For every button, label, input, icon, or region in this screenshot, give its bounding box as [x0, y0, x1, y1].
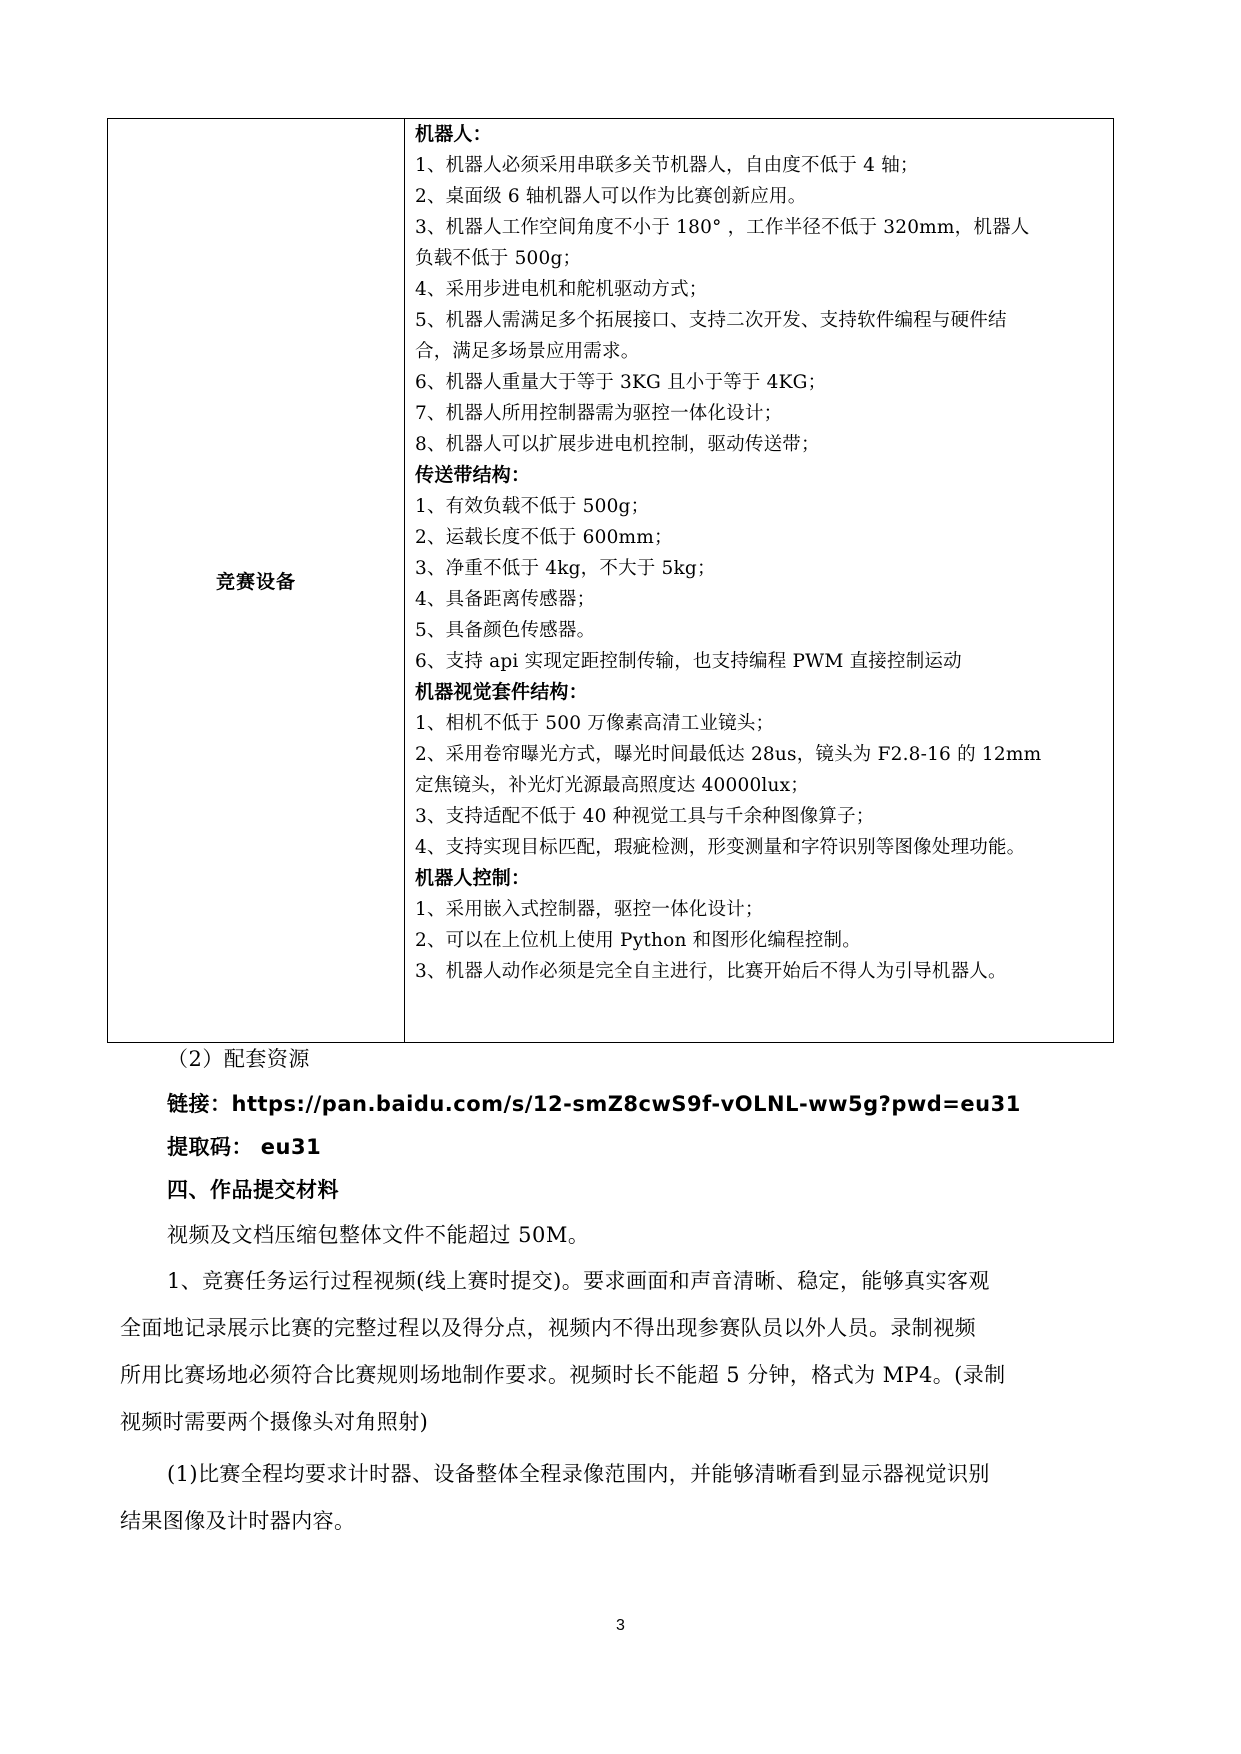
paragraph-line: 结果图像及计时器内容。: [120, 1509, 356, 1533]
section-heading: 机器人：: [415, 123, 492, 145]
spec-line: 6、机器人重量大于等于 3KG 且小于等于 4KG；: [415, 372, 827, 393]
paragraph-line: 视频时需要两个摄像头对角照射): [120, 1410, 429, 1434]
spec-line: 5、具备颜色传感器。: [415, 620, 596, 641]
equipment-table: [107, 118, 1114, 1043]
resources-title: （2）配套资源: [167, 1047, 310, 1071]
spec-line: 合，满足多场景应用需求。: [415, 341, 640, 362]
paragraph-line: 所用比赛场地必须符合比赛规则场地制作要求。视频时长不能超 5 分钟，格式为 MP4。(录制: [120, 1363, 1006, 1387]
section-heading: 传送带结构：: [415, 464, 531, 486]
spec-line: 定焦镜头，补光灯光源最高照度达 40000lux；: [415, 775, 809, 796]
spec-line: 1、机器人必须采用串联多关节机器人，自由度不低于 4 轴；: [415, 155, 919, 176]
label-cell: [108, 119, 405, 1043]
spec-line: 3、支持适配不低于 40 种视觉工具与千余种图像算子；: [415, 806, 875, 827]
paragraph-recording-scope: [120, 1451, 1126, 1545]
content-cell: [405, 119, 1114, 1043]
spec-line: 1、相机不低于 500 万像素高清工业镜头；: [415, 713, 775, 734]
spec-line: 5、机器人需满足多个拓展接口、支持二次开发、支持软件编程与硬件结: [415, 310, 1007, 331]
resource-link[interactable]: 链接：https://pan.baidu.com/s/12-smZ8cwS9f-vOLNL-ww5g?pwd=eu31: [167, 1092, 1021, 1116]
spec-line: 6、支持 api 实现定距控制传输，也支持编程 PWM 直接控制运动: [415, 651, 962, 672]
spec-line: 3、净重不低于 4kg，不大于 5kg；: [415, 558, 716, 579]
section-conveyor: [415, 460, 1103, 677]
paragraph-line: 1、竞赛任务运行过程视频(线上赛时提交)。要求画面和声音清晰、稳定，能够真实客观: [167, 1269, 990, 1293]
spec-line: 1、采用嵌入式控制器，驱控一体化设计；: [415, 899, 764, 920]
spec-line: 7、机器人所用控制器需为驱控一体化设计；: [415, 403, 783, 424]
section-heading: 四、作品提交材料: [167, 1178, 339, 1202]
spec-line: 2、采用卷帘曝光方式，曝光时间最低达 28us，镜头为 F2.8-16 的 12mm: [415, 744, 1042, 765]
paragraph-line: (1)比赛全程均要求计时器、设备整体全程录像范围内，并能够清晰看到显示器视觉识别: [167, 1462, 990, 1486]
spec-line: 4、支持实现目标匹配，瑕疵检测，形变测量和字符识别等图像处理功能。: [415, 837, 1026, 858]
spec-line: 2、运载长度不低于 600mm；: [415, 527, 673, 548]
spec-line: 4、具备距离传感器；: [415, 589, 596, 610]
paragraph-video-requirements: [120, 1258, 1126, 1446]
spec-line: 负载不低于 500g；: [415, 248, 582, 269]
section-vision-kit: [415, 677, 1103, 863]
spec-line: 8、机器人可以扩展步进电机控制，驱动传送带；: [415, 434, 820, 455]
section-robot-control: [415, 863, 1103, 987]
section-robot: [415, 119, 1103, 460]
paragraph-line: 全面地记录展示比赛的完整过程以及得分点，视频内不得出现参赛队员以外人员。录制视频: [120, 1316, 976, 1340]
spec-line: 1、有效负载不低于 500g；: [415, 496, 650, 517]
spec-line: 2、桌面级 6 轴机器人可以作为比赛创新应用。: [415, 186, 807, 207]
section-heading: 机器视觉套件结构：: [415, 681, 588, 703]
spec-line: 4、采用步进电机和舵机驱动方式；: [415, 279, 708, 300]
table-row: [108, 119, 1114, 1043]
spec-line: 3、机器人动作必须是完全自主进行，比赛开始后不得人为引导机器人。: [415, 961, 1007, 982]
size-limit-text: 视频及文档压缩包整体文件不能超过 50M。: [167, 1223, 590, 1247]
section-heading: 机器人控制：: [415, 867, 531, 889]
page-number: 3: [616, 1617, 625, 1634]
spec-line: 3、机器人工作空间角度不小于 180° ，工作半径不低于 320mm，机器人: [415, 217, 1030, 238]
label-text: 竞赛设备: [215, 571, 296, 593]
extraction-code: 提取码： eu31: [167, 1135, 322, 1159]
spec-line: 2、可以在上位机上使用 Python 和图形化编程控制。: [415, 930, 861, 951]
